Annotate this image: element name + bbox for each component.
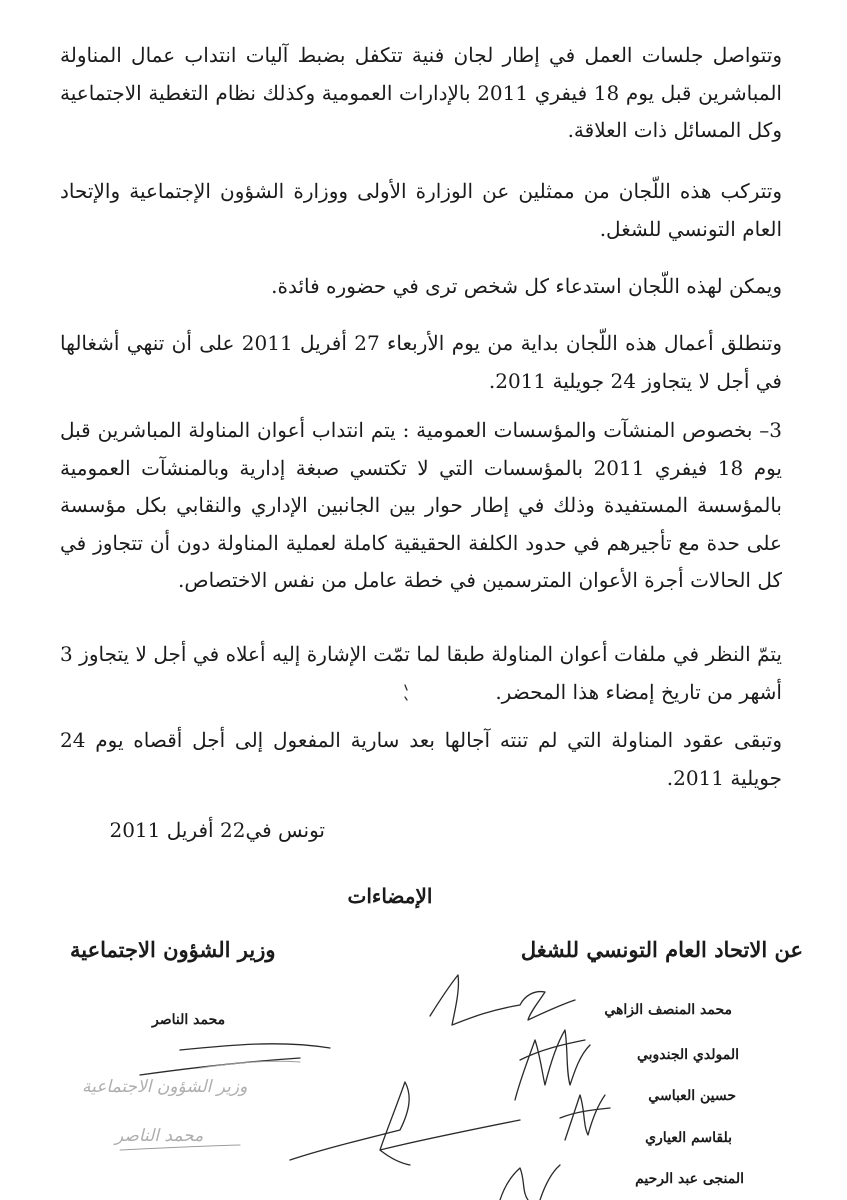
ministry-stamp-title: وزير الشؤون الاجتماعية (82, 1077, 248, 1097)
ministry-signatory-title: وزير الشؤون الاجتماعية (70, 937, 276, 962)
paragraph-committees-work: وتتواصل جلسات العمل في إطار لجان فنية تتكفل بضبط آليات انتداب عمال المناولة المباشرين قبل يوم 18 فيفري 2011 بالإدارات العمومية وكذلك نظام التغطية الاجتماعية وكل المسائل ذات العلاقة. (60, 43, 782, 142)
date-line: تونس في22 أفريل 2011 (109, 818, 325, 842)
union-signatory-name: محمد المنصف الزاهي (604, 1002, 732, 1018)
union-signatory-name: المنجى عبد الرحيم (635, 1171, 744, 1187)
signature-stroke (560, 1095, 610, 1140)
paragraph-public-enterprises: 3– بخصوص المنشآت والمؤسسات العمومية : يتم انتداب أعوان المناولة المباشرين قبل يوم 18 فيفري 2011 بالمؤسسات التي لا تكتسي صبغة إدارية وبالمنشآت العمومية بالمؤسسة المستفيدة وذلك في إطار حوار بين الجانبين الإداري والنقابي بكل مؤسسة على حدة مع تأجيرهم في حدود الكلفة الحقيقية كاملة لعملية المناولة دون أن تتجاوز في كل الحالات أجرة الأعوان المترسمين في خطة عامل من نفس الاختصاص. (60, 418, 782, 592)
signature-stroke (430, 975, 575, 1025)
union-signatory-title: عن الاتحاد العام التونسي للشغل (520, 937, 803, 962)
union-signatory-name: المولدي الجندوبي (636, 1047, 739, 1063)
union-signatory-name: بلقاسم العياري (645, 1130, 732, 1146)
ministry-signatory-name: محمد الناصر (152, 1012, 226, 1028)
paragraph-committees-invite: ويمكن لهذه اللّجان استدعاء كل شخص ترى في حضوره فائدة. (271, 274, 782, 298)
paragraph-files-review: يتمّ النظر في ملفات أعوان المناولة طبقا لما تمّت الإشارة إليه أعلاه في أجل لا يتجاوز 3 أشهر من تاريخ إمضاء هذا المحضر. (60, 642, 782, 704)
signatures-heading: الإمضاءات (347, 884, 433, 908)
union-signatory-name: حسين العباسي (648, 1088, 736, 1104)
paragraph-committees-start: وتنطلق أعمال هذه اللّجان بداية من يوم الأربعاء 27 أفريل 2011 على أن تنهي أشغالها في أجل لا يتجاوز 24 جويلية 2011. (60, 331, 782, 393)
paragraph-committees-composition: وتتركب هذه اللّجان من ممثلين عن الوزارة الأولى ووزارة الشؤون الإجتماعية والإتحاد العام التونسي للشغل. (60, 179, 782, 241)
ministry-stamp-name: محمد الناصر (115, 1126, 204, 1146)
signature-stroke (140, 1044, 520, 1165)
signature-stroke (500, 1165, 560, 1200)
signature-stroke (515, 1030, 590, 1100)
paragraph-contracts-validity: وتبقى عقود المناولة التي لم تنته آجالها بعد سارية المفعول إلى أجل أقصاه يوم 24 جويلية 2011. (60, 728, 782, 790)
